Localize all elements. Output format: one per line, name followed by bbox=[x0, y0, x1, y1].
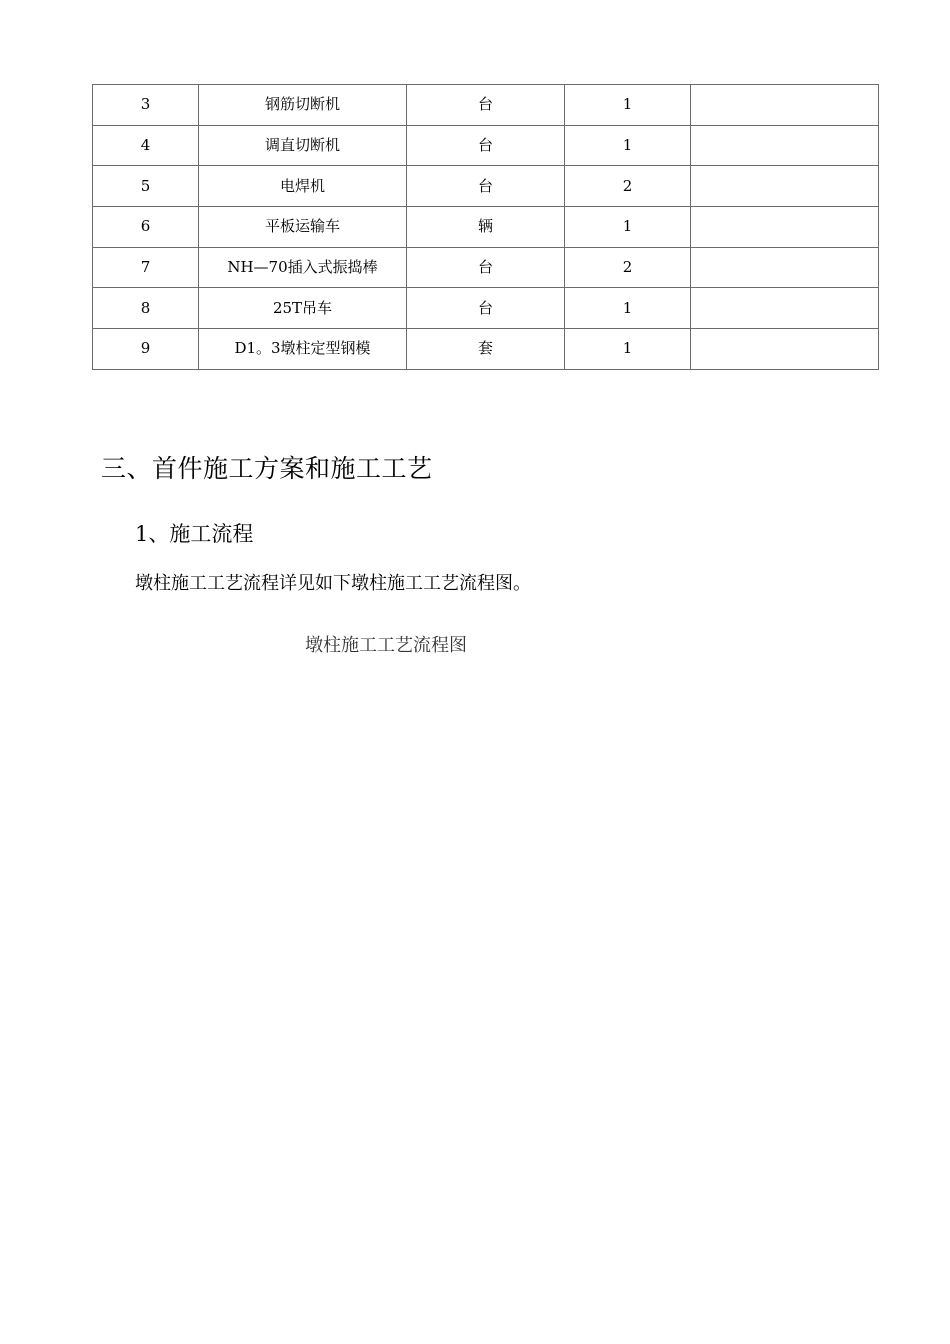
cell-name: 电焊机 bbox=[199, 166, 407, 207]
table-row bbox=[93, 207, 879, 248]
cell-qty: 1 bbox=[565, 125, 691, 166]
section-heading: 三、首件施工方案和施工工艺 bbox=[101, 454, 433, 483]
cell-name: 25T吊车 bbox=[199, 288, 407, 329]
table-row bbox=[93, 85, 879, 126]
table-row bbox=[93, 247, 879, 288]
cell-name: D1。3墩柱定型钢模 bbox=[199, 329, 407, 370]
cell-unit: 辆 bbox=[407, 207, 565, 248]
table-row bbox=[93, 329, 879, 370]
cell-no: 8 bbox=[93, 288, 199, 329]
cell-unit: 套 bbox=[407, 329, 565, 370]
table-row bbox=[93, 288, 879, 329]
table-row bbox=[93, 166, 879, 207]
cell-qty: 1 bbox=[565, 329, 691, 370]
cell-remark bbox=[691, 288, 879, 329]
subsection-heading: 1、施工流程 bbox=[135, 522, 254, 546]
cell-qty: 1 bbox=[565, 85, 691, 126]
cell-remark bbox=[691, 125, 879, 166]
cell-no: 3 bbox=[93, 85, 199, 126]
cell-unit: 台 bbox=[407, 85, 565, 126]
cell-no: 5 bbox=[93, 166, 199, 207]
cell-qty: 1 bbox=[565, 207, 691, 248]
cell-name: 钢筋切断机 bbox=[199, 85, 407, 126]
figure-caption: 墩柱施工工艺流程图 bbox=[305, 635, 467, 656]
cell-remark bbox=[691, 85, 879, 126]
equipment-table bbox=[92, 84, 879, 370]
cell-qty: 2 bbox=[565, 247, 691, 288]
cell-name: 调直切断机 bbox=[199, 125, 407, 166]
cell-unit: 台 bbox=[407, 247, 565, 288]
table-row bbox=[93, 125, 879, 166]
cell-no: 9 bbox=[93, 329, 199, 370]
cell-remark bbox=[691, 207, 879, 248]
cell-name: 平板运输车 bbox=[199, 207, 407, 248]
cell-no: 7 bbox=[93, 247, 199, 288]
cell-qty: 2 bbox=[565, 166, 691, 207]
cell-no: 6 bbox=[93, 207, 199, 248]
cell-unit: 台 bbox=[407, 288, 565, 329]
body-paragraph: 墩柱施工工艺流程详见如下墩柱施工工艺流程图。 bbox=[135, 573, 531, 594]
cell-unit: 台 bbox=[407, 125, 565, 166]
cell-unit: 台 bbox=[407, 166, 565, 207]
cell-remark bbox=[691, 329, 879, 370]
cell-remark bbox=[691, 247, 879, 288]
cell-name: NH—70插入式振捣棒 bbox=[199, 247, 407, 288]
cell-remark bbox=[691, 166, 879, 207]
cell-qty: 1 bbox=[565, 288, 691, 329]
cell-no: 4 bbox=[93, 125, 199, 166]
